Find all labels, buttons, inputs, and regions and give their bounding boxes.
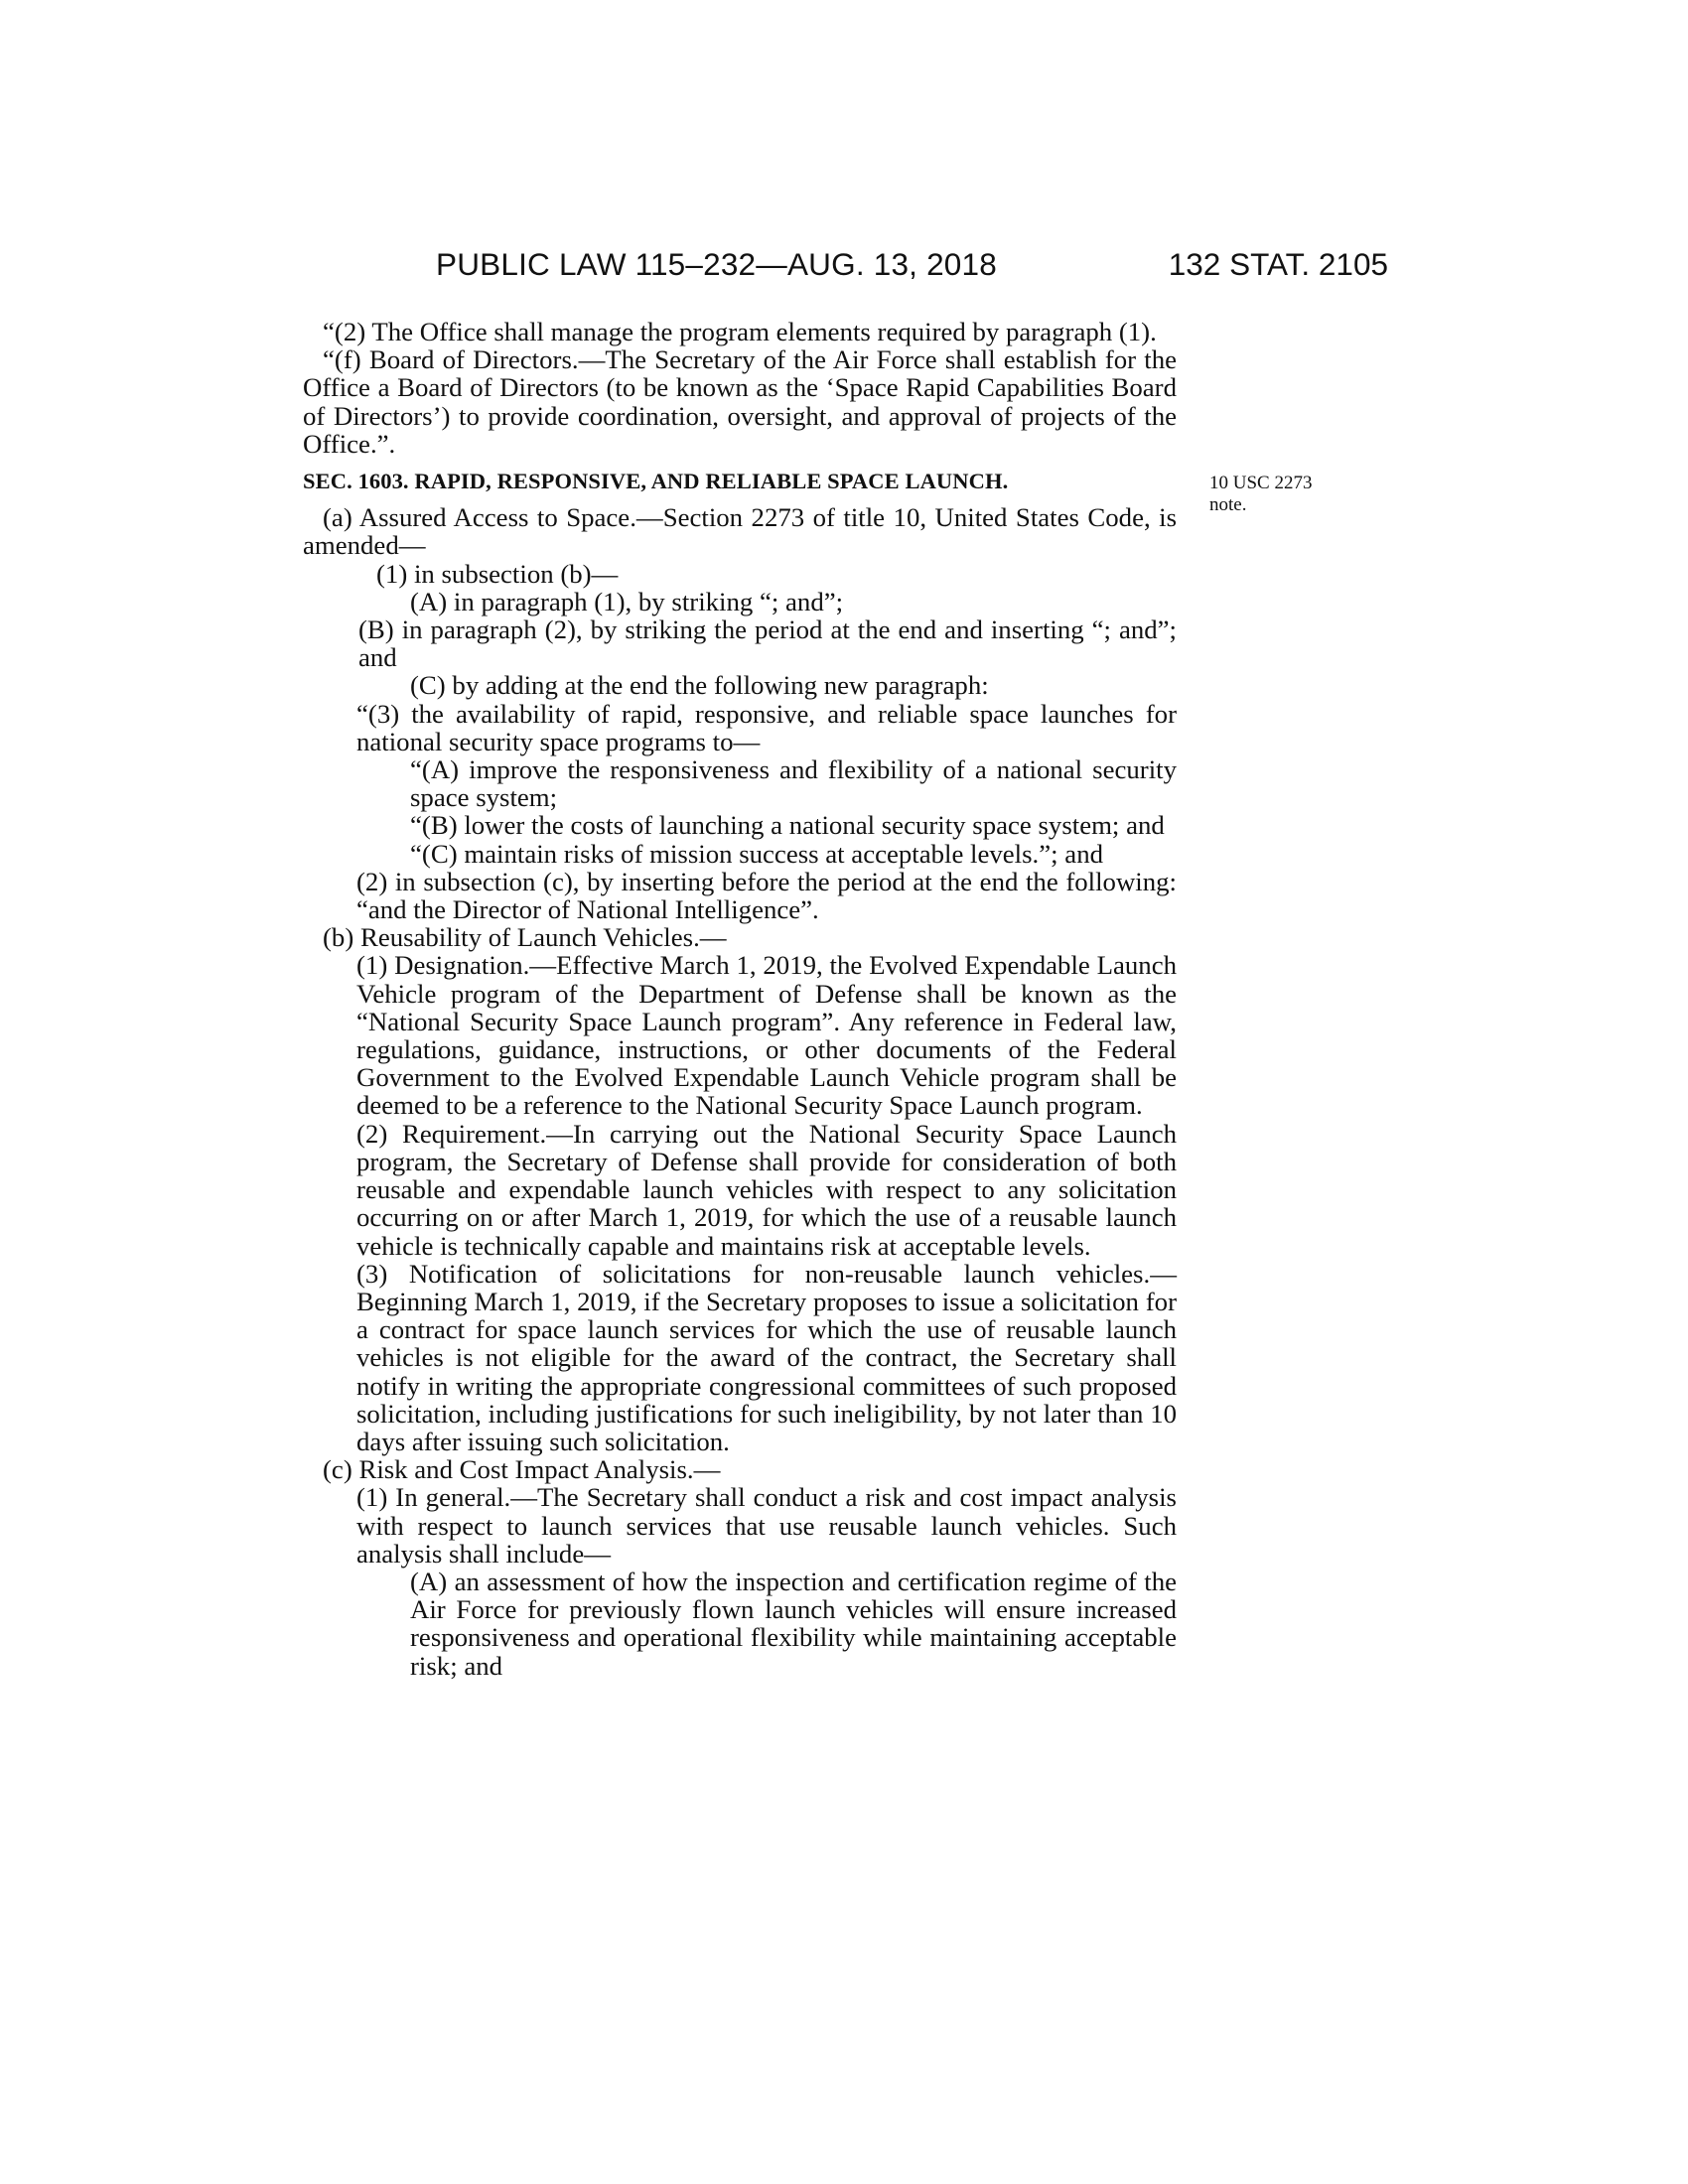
paragraph-designation: (1) Designation.—Effective March 1, 2019, the Evolved Expendable Launch Vehicle program of the Department of Defense shall be known as the “National Security Space Launch program”. Any reference in Federal law, regulations, guidance, instructions, or other documents of the Federal Government to the Evolved Expendable Launch Vehicle program shall be deemed to be a reference to the National Security Space Launch program.: [356, 950, 1177, 1121]
paragraph: (2) in subsection (c), by inserting before the period at the end the following: “and the Director of National Intelligence”.: [356, 866, 1177, 925]
subparagraph-assessment: (A) an assessment of how the inspection and certification regime of the Air Force for previously flown launch vehicles will ensure increased responsiveness and operational flexibility while maintaining acceptable risk; and: [410, 1566, 1177, 1681]
paragraph-assured-access: (a) Assured Access to Space.—Section 2273 of title 10, United States Code, is amended—: [303, 502, 1177, 561]
running-header-stat-page: 132 STAT. 2105: [1168, 246, 1388, 282]
quoted-subparagraph: “(C) maintain risks of mission success at acceptable levels.”; and: [410, 838, 1103, 869]
document-body: [303, 318, 1177, 1680]
subsection-heading-risk-cost: (c) Risk and Cost Impact Analysis.—: [323, 1454, 721, 1485]
margin-note: [1209, 473, 1329, 516]
margin-note-citation: 10 USC 2273: [1209, 473, 1313, 493]
paragraph: (A) in paragraph (1), by striking “; and”;: [410, 586, 844, 616]
paragraph: (B) in paragraph (2), by striking the period at the end and inserting “; and”; and: [358, 614, 1177, 673]
quoted-subparagraph: “(A) improve the responsiveness and flexibility of a national security space system;: [410, 754, 1177, 813]
margin-note-suffix: note.: [1209, 494, 1247, 515]
section-heading: SEC. 1603. RAPID, RESPONSIVE, AND RELIABLE SPACE LAUNCH.: [303, 469, 1009, 494]
paragraph-in-general: (1) In general.—The Secretary shall conduct a risk and cost impact analysis with respect to launch services that use reusable launch vehicles. Such analysis shall include—: [356, 1482, 1177, 1569]
running-header-title: PUBLIC LAW 115–232—AUG. 13, 2018: [436, 246, 997, 282]
paragraph-notification: (3) Notification of solicitations for non-reusable launch vehicles.—Beginning March 1, 2019, if the Secretary proposes to issue a solicitation for a contract for space launch services for which the use of reusable launch vehicles is not eligible for the award of the contract, the Secretary shall notify in writing the appropriate congressional committees of such proposed solicitation, including justifications for such ineligibility, by not later than 10 days after issuing such solicitation.: [356, 1258, 1177, 1456]
quoted-subparagraph: “(B) lower the costs of launching a national security space system; and: [410, 810, 1165, 841]
subsection-heading-reusability: (b) Reusability of Launch Vehicles.—: [323, 922, 727, 953]
paragraph-board-of-directors: “(f) Board of Directors.—The Secretary of the Air Force shall establish for the Office a Board of Directors (to be known as the ‘Space Rapid Capabilities Board of Directors’) to provide coordination, oversight, and approval of projects of the Office.”.: [303, 344, 1177, 459]
quoted-paragraph: “(3) the availability of rapid, responsive, and reliable space launches for national security space programs to—: [356, 698, 1177, 756]
paragraph: (C) by adding at the end the following new paragraph:: [410, 670, 989, 701]
paragraph: (1) in subsection (b)—: [376, 558, 619, 589]
paragraph-requirement: (2) Requirement.—In carrying out the National Security Space Launch program, the Secretary of Defense shall provide for consideration of both reusable and expendable launch vehicles with respect to any solicitation occurring on or after March 1, 2019, for which the use of a reusable launch vehicle is technically capable and maintains risk at acceptable levels.: [356, 1118, 1177, 1261]
paragraph: “(2) The Office shall manage the program elements required by paragraph (1).: [323, 317, 1157, 346]
